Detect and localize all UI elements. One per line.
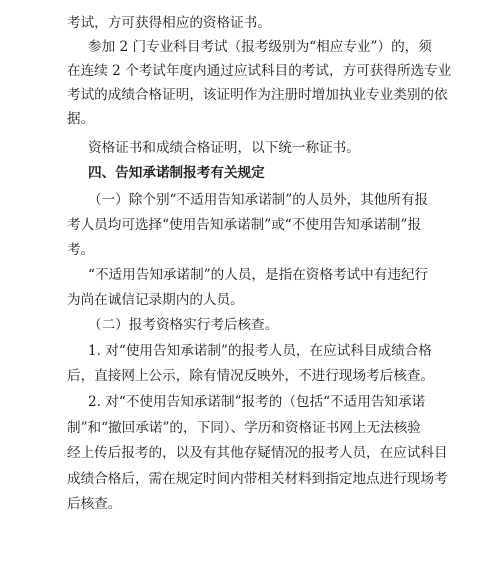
text-line: 考试的成绩合格证明，该证明作为注册时增加执业专业类别的依 [67,87,448,103]
text-line: 成绩合格后，需在规定时间内带相关材料到指定地点进行现场考 [67,471,448,487]
text-line: 为尚在诚信记录期内的人员。 [67,292,244,308]
text-line: “不适用告知承诺制”的人员，是指在资格考试中有违纪行 [88,267,429,283]
text-line: 1. 对“使用告知承诺制”的报考人员，在应试科目成绩合格 [88,343,432,359]
section-heading: 四、告知承诺制报考有关规定 [88,165,265,181]
text-line: （二）报考资格实行考后核查。 [88,317,279,333]
text-line: 资格证书和成绩合格证明，以下统一称证书。 [88,140,360,156]
text-line: 制”和“撤回承诺”的，下同）、学历和资格证书网上无法核验 [67,420,421,436]
text-line: 考人员均可选择“使用告知承诺制”或“不使用告知承诺制”报 [67,217,422,233]
text-line: 在连续 2 个考试年度内通过应试科目的考试，方可获得所选专业 [67,63,452,79]
text-line: 2. 对“不使用告知承诺制”报考的（包括“不适用告知承诺 [88,394,426,410]
text-line: 后，直接网上公示，除有情况反映外，不进行现场考后核查。 [67,368,435,384]
text-line: 据。 [67,111,95,127]
text-line: 考。 [67,242,95,258]
text-line: 后核查。 [67,496,122,512]
text-line: 参加 2 门专业科目考试（报考级别为“相应专业”）的，须 [88,39,432,55]
text-line: 经上传后报考的，以及有其他存疑情况的报考人员，在应试科目 [67,445,448,461]
text-line: 考试，方可获得相应的资格证书。 [67,15,271,31]
text-line: （一）除个别“不适用告知承诺制”的人员外，其他所有报 [88,192,429,208]
